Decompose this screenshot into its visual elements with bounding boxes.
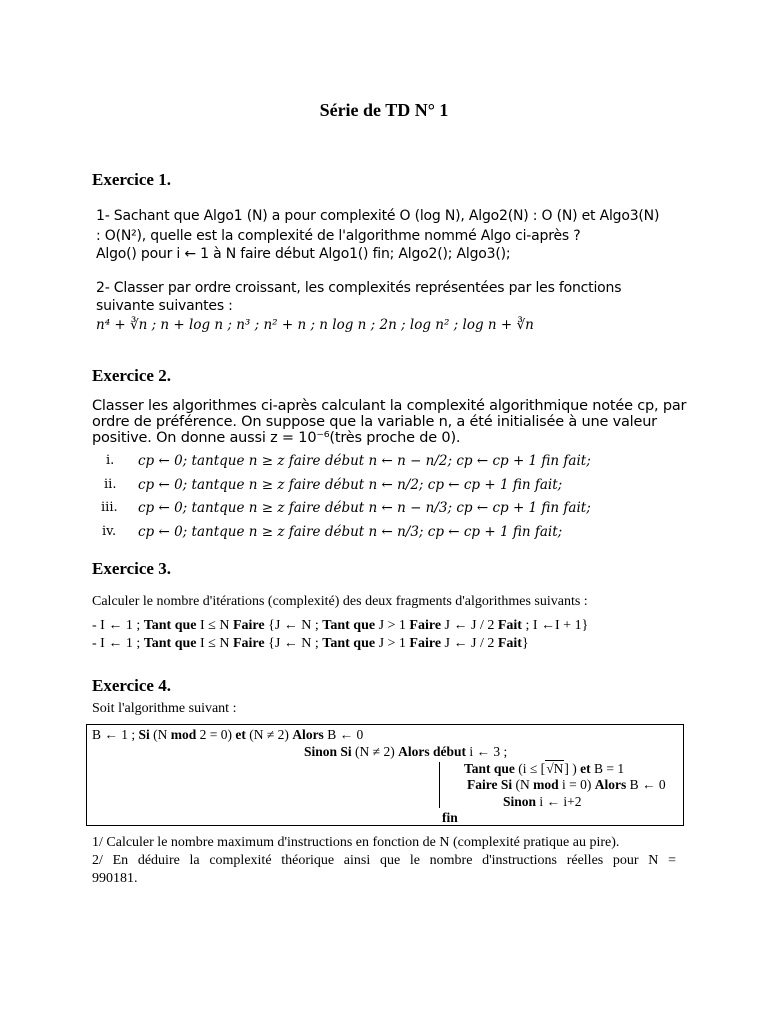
ex4-question-2-value: 990181. <box>92 871 138 886</box>
ex3-fragment-2: - I ← 1 ; Tant que I ≤ N Faire {J ← N ; Tant que J > 1 Faire J ← J / 2 Fait} <box>92 636 529 651</box>
ex3-fragment-1: - I ← 1 ; Tant que I ≤ N Faire {J ← N ; Tant que J > 1 Faire J ← J / 2 Fait ; I ←I + 1} <box>92 618 589 633</box>
algo-line-2: Sinon Si (N ≠ 2) Alors début i ← 3 ; <box>304 744 508 759</box>
ex4-question-2: 2/ En déduire la complexité théorique ainsi que le nombre d'instructions réelles pour N = <box>92 853 676 868</box>
ex1-q1-line1: 1- Sachant que Algo1 (N) a pour complexité O (log N), Algo2(N) : O (N) et Algo3(N) <box>96 208 660 224</box>
algo-line-4: Faire Si (N mod i = 0) Alors B ← 0 <box>467 777 666 792</box>
ex1-q2-line1: 2- Classer par ordre croissant, les complexités représentées par les fonctions <box>96 280 622 296</box>
algo-line-3: Tant que (i ≤ [√N] ) et B = 1 <box>464 761 625 776</box>
ex4-intro: Soit l'algorithme suivant : <box>92 701 237 716</box>
ex2-item-num: iii. <box>101 500 118 515</box>
exercise-2-heading: Exercice 2. <box>92 366 171 385</box>
ex2-item-text: cp ← 0; tantque n ≥ z faire début n ← n − n/2; cp ← cp + 1 fin fait; <box>138 453 591 469</box>
ex1-q2-line2: suivante suivantes : <box>96 298 233 314</box>
ex2-line2: ordre de préférence. On suppose que la variable n, a été initialisée à une valeur <box>92 414 657 430</box>
ex2-item-text: cp ← 0; tantque n ≥ z faire début n ← n/2; cp ← cp + 1 fin fait; <box>138 477 563 493</box>
ex2-item-num: iv. <box>102 524 117 539</box>
ex2-item-num: ii. <box>104 477 117 492</box>
ex2-item-num: i. <box>106 453 115 468</box>
exercise-1-heading: Exercice 1. <box>92 170 171 189</box>
ex2-line1: Classer les algorithmes ci-après calculant la complexité algorithmique notée cp, par <box>92 398 687 414</box>
ex3-intro: Calculer le nombre d'itérations (complexité) des deux fragments d'algorithmes suivants : <box>92 594 588 609</box>
ex1-q1-line2: : O(N²), quelle est la complexité de l'algorithme nommé Algo ci-après ? <box>96 228 581 244</box>
ex2-item-text: cp ← 0; tantque n ≥ z faire début n ← n/3; cp ← cp + 1 fin fait; <box>138 524 563 540</box>
ex2-line3: positive. On donne aussi z = 10⁻⁶(très proche de 0). <box>92 430 461 446</box>
ex1-q2-functions: n⁴ + ∛n ; n + log n ; n³ ; n² + n ; n log n ; 2n ; log n² ; log n + ∛n <box>96 317 534 333</box>
algo-line-6: fin <box>442 810 458 825</box>
exercise-4-heading: Exercice 4. <box>92 676 171 695</box>
exercise-3-heading: Exercice 3. <box>92 559 171 578</box>
algo-line-5: Sinon i ← i+2 <box>503 794 582 809</box>
ex2-item-text: cp ← 0; tantque n ≥ z faire début n ← n − n/3; cp ← cp + 1 fin fait; <box>138 500 591 516</box>
ex4-question-1: 1/ Calculer le nombre maximum d'instructions en fonction de N (complexité pratique au pire). <box>92 835 620 850</box>
algo-line-1: B ← 1 ; Si (N mod 2 = 0) et (N ≠ 2) Alors B ← 0 <box>92 727 364 742</box>
algorithm-bracket-line <box>439 762 440 808</box>
page-title: Série de TD N° 1 <box>319 100 449 120</box>
ex1-q1-line3: Algo() pour i ← 1 à N faire début Algo1() fin; Algo2(); Algo3(); <box>96 246 511 262</box>
